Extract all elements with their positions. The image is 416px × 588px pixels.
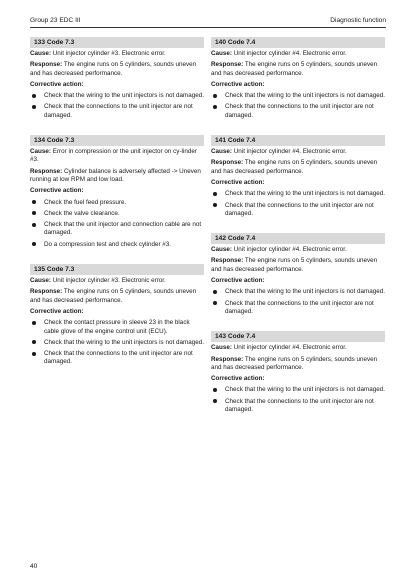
bullet-icon xyxy=(213,301,217,305)
corrective-action-text: Check that the connections to the unit injector are not damaged. xyxy=(44,350,193,366)
page-number: 40 xyxy=(30,563,38,570)
bullet-icon xyxy=(213,399,217,403)
fault-code-title: 142 Code 7.4 xyxy=(211,233,385,244)
corrective-action-item xyxy=(30,92,204,100)
left-column xyxy=(30,37,204,382)
fault-code-section xyxy=(211,37,385,120)
corrective-action-list xyxy=(30,92,204,120)
corrective-action-text: Check that the connections to the unit injector are not damaged. xyxy=(44,103,193,119)
bullet-icon xyxy=(213,203,217,207)
bullet-icon xyxy=(32,105,36,109)
response-paragraph xyxy=(211,257,385,274)
cause-text: Unit injector cylinder #4. Electronic error. xyxy=(232,148,347,156)
bullet-icon xyxy=(213,290,217,294)
corrective-action-list xyxy=(211,288,385,316)
cause-text: Unit injector cylinder #3. Electronic error. xyxy=(51,277,166,285)
corrective-action-item xyxy=(30,103,204,120)
corrective-action-text: Check that the connections to the unit injector are not damaged. xyxy=(225,299,374,315)
header-chapter-title: Diagnostic function xyxy=(330,17,386,24)
cause-text: Error in compression or the unit injector on cy-linder #3. xyxy=(30,148,197,164)
corrective-action-heading: Corrective action: xyxy=(30,307,84,315)
corrective-action-text: Do a compression test and check cylinder #3. xyxy=(44,240,172,248)
cause-paragraph xyxy=(211,246,385,254)
corrective-action-text: Check that the wiring to the unit injectors is not damaged. xyxy=(225,92,385,100)
cause-text: Unit injector cylinder #4. Electronic error. xyxy=(232,246,347,254)
corrective-action-item xyxy=(211,398,385,415)
response-paragraph xyxy=(211,356,385,373)
corrective-action-item xyxy=(30,221,204,238)
cause-label: Cause: xyxy=(211,246,232,254)
corrective-action-list xyxy=(211,190,385,218)
page-header xyxy=(30,14,386,28)
corrective-action-heading: Corrective action: xyxy=(30,80,84,88)
corrective-action-item xyxy=(30,199,204,207)
bullet-icon xyxy=(32,242,36,246)
cause-paragraph xyxy=(30,50,204,58)
corrective-action-list xyxy=(30,199,204,249)
fault-code-section xyxy=(30,37,204,120)
response-text: The engine runs on 5 cylinders, sounds uneven and has decreased performance. xyxy=(211,61,378,77)
corrective-action-item xyxy=(211,190,385,198)
corrective-action-text: Check that the connections to the unit injector are not damaged. xyxy=(225,103,374,119)
cause-text: Unit injector cylinder #4. Electronic error. xyxy=(232,50,347,57)
bullet-icon xyxy=(213,94,217,98)
cause-label: Cause: xyxy=(211,50,232,57)
response-text: The engine runs on 5 cylinders, sounds uneven and has decreased performance. xyxy=(211,355,378,371)
bullet-icon xyxy=(32,321,36,325)
response-text: The engine runs on 5 cylinders, sounds uneven and has decreased performance. xyxy=(211,257,378,273)
bullet-icon xyxy=(32,352,36,356)
corrective-action-item xyxy=(30,210,204,218)
corrective-action-item xyxy=(211,202,385,219)
fault-code-title: 135 Code 7.3 xyxy=(30,264,204,275)
corrective-action-text: Check that the wiring to the unit injectors is not damaged. xyxy=(44,92,204,100)
fault-code-section xyxy=(30,135,204,249)
response-text: The engine runs on 5 cylinders, sounds uneven and has decreased performance. xyxy=(211,159,378,175)
right-column xyxy=(211,37,385,429)
corrective-action-heading: Corrective action: xyxy=(211,277,265,285)
corrective-action-item xyxy=(211,92,385,100)
cause-label: Cause: xyxy=(30,50,51,57)
response-label: Response: xyxy=(211,61,244,69)
corrective-action-item xyxy=(30,319,204,336)
corrective-action-text: Check the fuel feed pressure. xyxy=(44,198,127,206)
corrective-action-item xyxy=(30,339,204,347)
corrective-action-heading: Corrective action: xyxy=(211,375,265,383)
bullet-icon xyxy=(32,223,36,227)
corrective-action-text: Check that the wiring to the unit injectors is not damaged. xyxy=(225,288,385,296)
corrective-action-heading: Corrective action: xyxy=(30,187,84,195)
fault-code-title: 133 Code 7.3 xyxy=(30,37,204,48)
fault-code-section xyxy=(30,264,204,367)
corrective-action-list xyxy=(30,319,204,366)
response-paragraph xyxy=(30,61,204,78)
cause-label: Cause: xyxy=(211,148,232,156)
fault-code-title: 134 Code 7.3 xyxy=(30,135,204,146)
response-text: The engine runs on 5 cylinders, sounds uneven and has decreased performance. xyxy=(30,61,197,77)
corrective-action-item xyxy=(30,241,204,249)
response-label: Response: xyxy=(30,61,63,69)
bullet-icon xyxy=(213,192,217,196)
cause-paragraph xyxy=(211,344,385,352)
corrective-action-heading: Corrective action: xyxy=(211,178,265,186)
corrective-action-text: Check that the wiring to the unit injectors is not damaged. xyxy=(225,386,385,394)
corrective-action-text: Check that the connections to the unit injector are not damaged. xyxy=(225,397,374,414)
bullet-icon xyxy=(213,388,217,392)
response-label: Response: xyxy=(211,159,244,167)
response-paragraph xyxy=(211,61,385,78)
fault-code-title: 141 Code 7.4 xyxy=(211,135,385,146)
fault-code-title: 140 Code 7.4 xyxy=(211,37,385,48)
response-paragraph xyxy=(30,288,204,305)
corrective-action-text: Check the valve clearance. xyxy=(44,209,120,217)
cause-label: Cause: xyxy=(30,148,51,156)
bullet-icon xyxy=(32,94,36,98)
cause-paragraph xyxy=(211,50,385,58)
response-text: The engine runs on 5 cylinders, sounds uneven and has decreased performance. xyxy=(30,288,197,304)
response-label: Response: xyxy=(211,257,244,265)
response-paragraph xyxy=(211,159,385,176)
corrective-action-list xyxy=(211,386,385,414)
corrective-action-heading: Corrective action: xyxy=(211,80,265,88)
cause-paragraph xyxy=(211,148,385,156)
response-text: Cylinder balance is adversely affected -> Uneven running at low RPM and low load. xyxy=(30,167,201,183)
corrective-action-text: Check that the connections to the unit injector are not damaged. xyxy=(225,201,374,217)
response-paragraph xyxy=(30,168,204,185)
corrective-action-item xyxy=(211,300,385,317)
bullet-icon xyxy=(32,211,36,215)
header-group-title: Group 23 EDC III xyxy=(30,17,81,24)
corrective-action-item xyxy=(211,386,385,394)
corrective-action-text: Check the contact pressure in sleeve 23 in the black cable glove of the engine control unit (ECU). xyxy=(44,319,190,335)
fault-code-title: 143 Code 7.4 xyxy=(211,331,385,342)
cause-label: Cause: xyxy=(211,344,232,352)
cause-paragraph xyxy=(30,277,204,285)
corrective-action-item xyxy=(211,288,385,296)
bullet-icon xyxy=(32,200,36,204)
cause-text: Unit injector cylinder #3. Electronic error. xyxy=(51,50,166,57)
fault-code-section xyxy=(211,135,385,218)
corrective-action-text: Check that the wiring to the unit injectors is not damaged. xyxy=(225,190,385,198)
fault-code-section xyxy=(211,233,385,316)
response-label: Response: xyxy=(30,288,63,296)
bullet-icon xyxy=(213,105,217,109)
cause-paragraph xyxy=(30,148,204,165)
corrective-action-list xyxy=(211,92,385,120)
response-label: Response: xyxy=(30,167,63,175)
corrective-action-item xyxy=(211,103,385,120)
corrective-action-text: Check that the wiring to the unit injectors is not damaged. xyxy=(44,338,204,346)
response-label: Response: xyxy=(211,355,244,363)
bullet-icon xyxy=(32,340,36,344)
corrective-action-item xyxy=(30,350,204,367)
cause-text: Unit injector cylinder #4. Electronic error. xyxy=(232,344,347,352)
corrective-action-text: Check that the unit injector and connection cable are not damaged. xyxy=(44,221,202,237)
fault-code-section xyxy=(211,331,385,414)
cause-label: Cause: xyxy=(30,277,51,285)
